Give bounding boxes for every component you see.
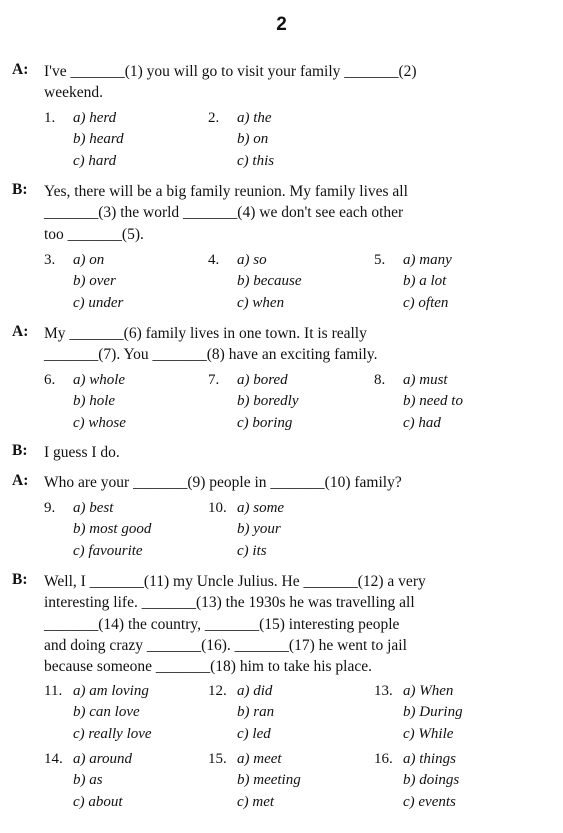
answer-option[interactable]: b) a lot — [403, 273, 447, 290]
dialogue-line: _______(7). You _______(8) have an exciting family. — [44, 346, 378, 364]
answer-option[interactable]: c) under — [73, 294, 124, 311]
answer-option[interactable]: b) doings — [403, 772, 460, 789]
dialogue-line: My _______(6) family lives in one town. It is really — [44, 325, 367, 342]
answer-option[interactable]: b) ran — [237, 704, 275, 721]
question-number: 2. — [208, 110, 220, 126]
answer-option[interactable]: c) its — [237, 542, 267, 559]
question-number: 11. — [44, 683, 63, 699]
answer-option[interactable]: b) heard — [73, 131, 124, 148]
answer-option[interactable]: b) During — [403, 704, 463, 721]
answer-option[interactable]: c) met — [237, 793, 275, 810]
question-number: 7. — [208, 372, 220, 388]
question-number: 14. — [44, 751, 63, 767]
dialogue-line: weekend. — [44, 84, 103, 102]
dialogue-line: and doing crazy _______(16). _______(17) he went to jail — [44, 636, 407, 654]
answer-option[interactable]: b) hole — [73, 393, 116, 410]
answer-option[interactable]: c) hard — [73, 152, 117, 169]
question-number: 16. — [374, 751, 393, 767]
dialogue-line: interesting life. _______(13) the 1930s he was travelling all — [44, 594, 415, 612]
answer-option[interactable]: b) as — [73, 772, 103, 789]
answer-option[interactable]: a) whole — [73, 372, 126, 388]
question-number: 5. — [374, 252, 386, 268]
answer-option[interactable]: a) the — [237, 110, 272, 126]
speaker-label: B: — [12, 181, 28, 198]
speaker-label: A: — [12, 323, 29, 340]
answer-option[interactable]: a) When — [403, 683, 454, 699]
question-number: 8. — [374, 372, 386, 388]
question-number: 10. — [208, 500, 227, 516]
dialogue-line: Yes, there will be a big family reunion. My family lives all — [44, 183, 408, 200]
answer-option[interactable]: a) herd — [73, 110, 117, 126]
speaker-label: B: — [12, 442, 28, 459]
answer-option[interactable]: b) on — [237, 131, 269, 148]
answer-option[interactable]: c) had — [403, 414, 441, 431]
answer-option[interactable]: b) your — [237, 521, 281, 538]
answer-option[interactable]: c) when — [237, 294, 285, 311]
answer-option[interactable]: b) meeting — [237, 772, 301, 789]
answer-option[interactable]: b) need to — [403, 393, 463, 410]
dialogue-line: _______(14) the country, _______(15) interesting people — [44, 615, 400, 633]
question-number: 9. — [44, 500, 56, 516]
dialogue-line: I guess I do. — [44, 444, 120, 461]
answer-option[interactable]: c) this — [237, 152, 275, 169]
dialogue-line: _______(3) the world _______(4) we don't see each other — [44, 204, 404, 222]
answer-option[interactable]: b) most good — [73, 521, 152, 538]
question-number: 12. — [208, 683, 227, 699]
answer-option[interactable]: b) because — [237, 273, 302, 290]
answer-option[interactable]: c) often — [403, 294, 449, 311]
dialogue-line: Who are your _______(9) people in _______(10) family? — [44, 474, 402, 491]
answer-option[interactable]: a) some — [237, 500, 285, 516]
speaker-label: B: — [12, 571, 28, 588]
dialogue-line: too _______(5). — [44, 225, 144, 243]
answer-option[interactable]: b) boredly — [237, 393, 299, 410]
answer-option[interactable]: a) on — [73, 252, 105, 268]
answer-option[interactable]: a) am loving — [73, 683, 149, 699]
question-number: 6. — [44, 372, 56, 388]
question-number: 3. — [44, 252, 56, 268]
answer-option[interactable]: a) around — [73, 751, 133, 767]
answer-option[interactable]: b) over — [73, 273, 116, 290]
question-number: 13. — [374, 683, 393, 699]
answer-option[interactable]: b) can love — [73, 704, 140, 721]
answer-option[interactable]: a) did — [237, 683, 273, 699]
answer-option[interactable]: c) really love — [73, 725, 152, 742]
answer-option[interactable]: a) bored — [237, 372, 288, 388]
page-number: 2 — [276, 14, 287, 35]
question-number: 4. — [208, 252, 220, 268]
answer-option[interactable]: a) best — [73, 500, 114, 516]
answer-option[interactable]: c) led — [237, 725, 271, 742]
answer-option[interactable]: c) boring — [237, 414, 293, 431]
answer-option[interactable]: c) While — [403, 725, 454, 742]
answer-option[interactable]: c) events — [403, 793, 456, 810]
question-number: 15. — [208, 751, 227, 767]
question-number: 1. — [44, 110, 56, 126]
answer-option[interactable]: c) whose — [73, 414, 126, 431]
speaker-label: A: — [12, 472, 29, 489]
answer-option[interactable]: a) so — [237, 252, 267, 268]
answer-option[interactable]: a) many — [403, 252, 452, 268]
answer-option[interactable]: a) things — [403, 751, 456, 767]
dialogue-line: because someone _______(18) him to take his place. — [44, 658, 372, 676]
dialogue-line: Well, I _______(11) my Uncle Julius. He _______(12) a very — [44, 573, 426, 590]
dialogue-line: I've _______(1) you will go to visit your family _______(2) — [44, 63, 417, 80]
speaker-label: A: — [12, 61, 29, 78]
answer-option[interactable]: a) meet — [237, 751, 282, 767]
answer-option[interactable]: c) favourite — [73, 542, 143, 559]
answer-option[interactable]: c) about — [73, 793, 123, 810]
answer-option[interactable]: a) must — [403, 372, 448, 388]
